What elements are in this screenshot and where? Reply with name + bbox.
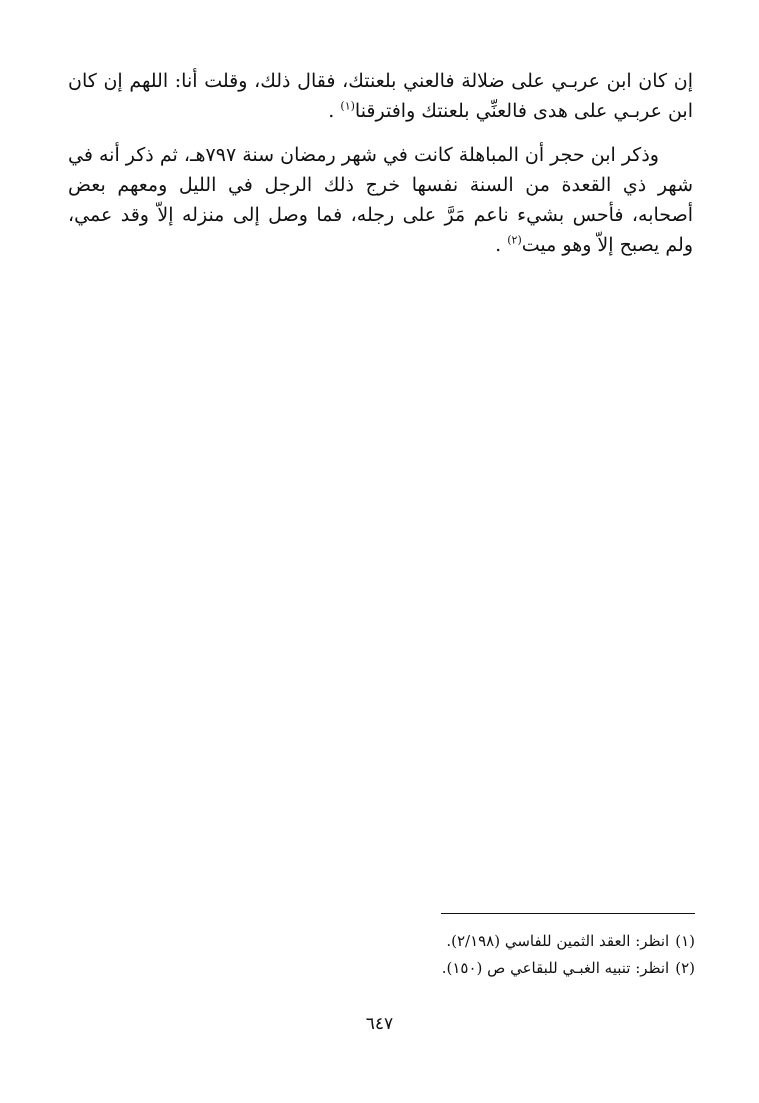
footnote-ref-1[interactable]: (١) xyxy=(340,99,355,113)
paragraph-2-tail: . xyxy=(495,234,502,256)
footnotes xyxy=(295,928,695,982)
paragraph-2 xyxy=(68,140,693,260)
footnote-1-text: انظر: العقد الثمين للفاسي (٢/١٩٨). xyxy=(446,932,670,950)
paragraph-1-tail: . xyxy=(328,100,335,122)
footnote-2-number: (٢) xyxy=(675,959,695,977)
footnote-1 xyxy=(295,928,695,955)
footnote-2-text: انظر: تنبيه الغبـي للبقاعي ص (١٥٠). xyxy=(441,959,670,977)
page-number: ٦٤٧ xyxy=(365,1014,394,1034)
footnote-divider xyxy=(441,913,695,914)
paragraph-1 xyxy=(68,66,693,126)
footnote-2 xyxy=(295,955,695,982)
footnote-1-number: (١) xyxy=(675,932,695,950)
footnote-ref-2[interactable]: (٢) xyxy=(507,233,522,247)
main-text xyxy=(68,66,693,274)
paragraph-1-text: إن كان ابن عربـي على ضلالة فالعني بلعنتك، فقال ذلك، وقلت أنا: اللهم إن كان ابن عربـي على هدى فالعنِّي بلعنتك وافترقنا xyxy=(68,70,693,122)
paragraph-2-text: وذكر ابن حجر أن المباهلة كانت في شهر رمضان سنة ٧٩٧هـ، ثم ذكر أنه في شهر ذي القعدة من السنة نفسها خرج ذلك الرجل في الليل ومعهم بعض أصحابه، فأحس بشيء ناعم مَرَّ على رجله، فما وصل إلى منزله إلاّ وقد عمي، ولم يصبح إلاّ وهو ميت xyxy=(68,144,693,256)
